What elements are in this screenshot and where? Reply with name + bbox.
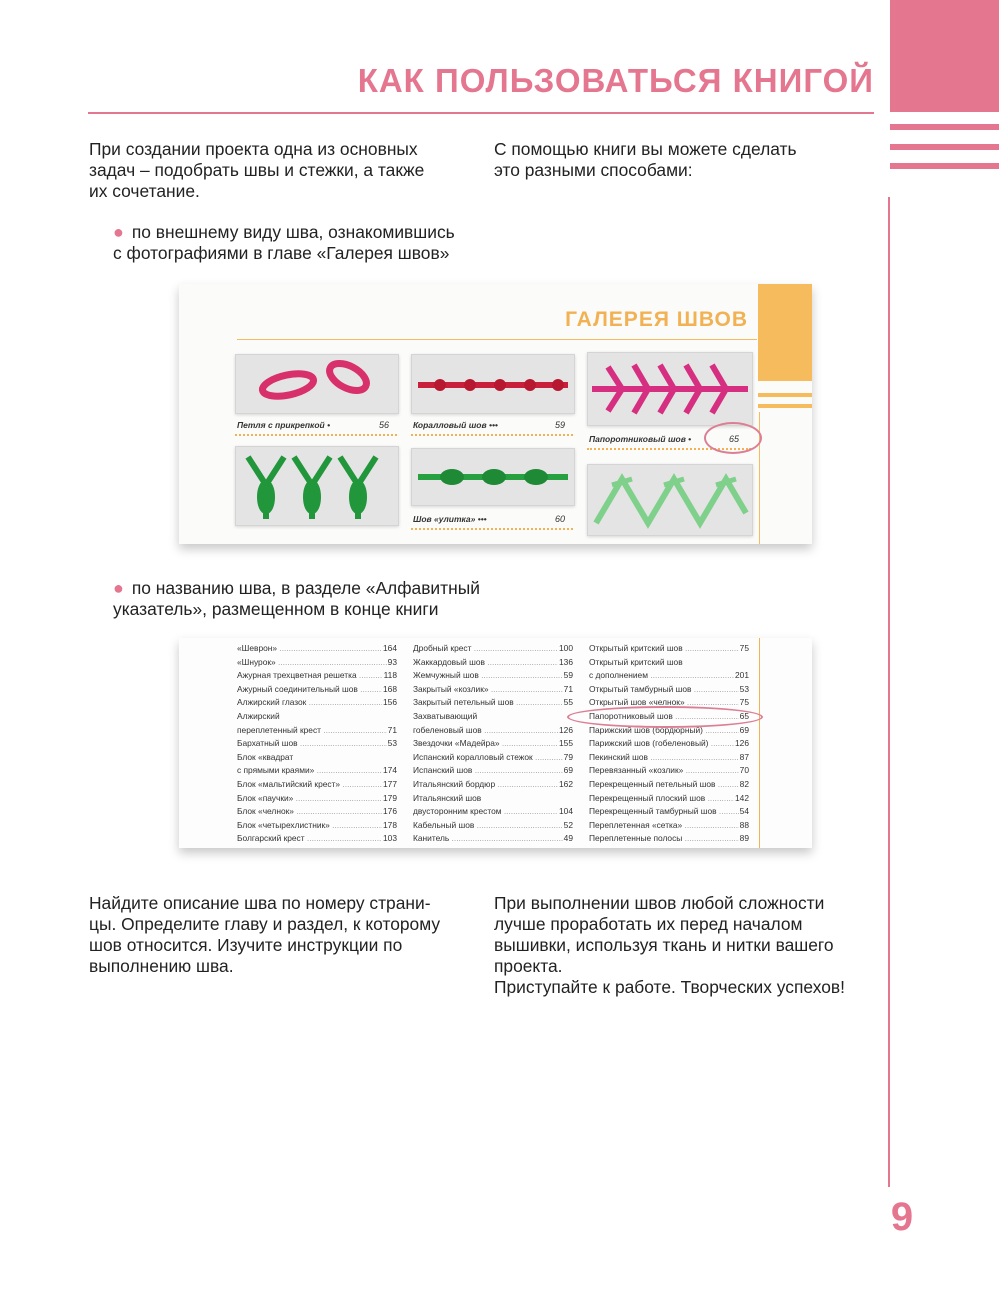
text-line: с фотографиями в главе «Галерея швов» — [113, 243, 450, 263]
entry-name: Итальянский шов — [413, 792, 482, 803]
entry-name: Алжирский глазок ..... — [237, 696, 382, 710]
entry-name: Звездочки «Мадейра» ..... — [413, 737, 558, 751]
index-preview — [179, 638, 812, 848]
entry-name: «Шеврон» ..... — [237, 642, 382, 656]
index-entry — [237, 805, 397, 819]
index-entry — [413, 751, 573, 765]
entry-page: 155 — [559, 738, 573, 749]
entry-name: Блок «четырехлистник» ..... — [237, 819, 382, 833]
entry-page: 71 — [563, 683, 573, 694]
index-entry — [413, 832, 573, 846]
index-entry — [589, 832, 749, 846]
index-entry — [237, 683, 397, 697]
entry-name: переплетенный крест ..... — [237, 724, 387, 738]
index-entry — [589, 656, 749, 670]
entry-page: 118 — [383, 670, 397, 681]
entry-name: Алжирский — [237, 710, 280, 721]
page-number: 9 — [890, 1195, 914, 1239]
entry-page: 156 — [383, 697, 397, 708]
dotted-rule — [411, 528, 573, 530]
entry-name: Переплетенная «сетка» ..... — [589, 819, 739, 833]
text-line: это разными способами: — [494, 160, 693, 180]
entry-name: Перекрещенный плоский шов ..... — [589, 792, 734, 806]
entry-name: Блок «челнок» ..... — [237, 805, 382, 819]
entry-page: 54 — [739, 806, 749, 817]
index-entry — [237, 764, 397, 778]
entry-page: 93 — [387, 656, 397, 667]
text-line: задач – подобрать швы и стежки, а также — [89, 160, 425, 180]
entry-page: 201 — [735, 670, 749, 681]
stitch-image — [588, 465, 752, 535]
text-line: цы. Определите главу и раздел, к которому — [89, 914, 441, 934]
entry-page: 87 — [739, 751, 749, 762]
entry-page: 79 — [563, 751, 573, 762]
stripe — [890, 163, 999, 169]
index-entry — [589, 764, 749, 778]
text-line: выполнению шва. — [89, 956, 234, 976]
index-entry — [413, 805, 573, 819]
text-line: С помощью книги вы можете сделать — [494, 139, 797, 159]
index-column — [589, 642, 749, 846]
entry-page: 126 — [735, 738, 749, 749]
index-entry — [413, 642, 573, 656]
index-entry — [413, 778, 573, 792]
index-entry — [237, 696, 397, 710]
entry-page: 49 — [563, 833, 573, 844]
stitch-image — [236, 447, 398, 525]
entry-name: Болгарский крест ..... — [237, 832, 382, 846]
entry-page: 88 — [739, 819, 749, 830]
stitch-caption: Коралловый шов ••• — [413, 420, 498, 430]
index-entry — [589, 778, 749, 792]
outro-left — [89, 893, 440, 977]
entry-name: гобеленовый шов ..... — [413, 724, 558, 738]
bullet-item — [113, 222, 455, 264]
index-entry — [589, 751, 749, 765]
entry-page: 126 — [559, 724, 573, 735]
stripe — [890, 124, 999, 130]
index-entry — [237, 724, 397, 738]
text-line: по названию шва, в разделе «Алфавитный — [131, 578, 480, 598]
stitch-photo — [235, 446, 399, 526]
stitch-page: 56 — [379, 420, 390, 430]
entry-page: 69 — [563, 765, 573, 776]
stitch-photo — [411, 448, 575, 506]
entry-name: Кабельный шов ..... — [413, 819, 563, 833]
entry-name: Открытый шов «челнок» ..... — [589, 696, 739, 710]
index-entry — [413, 737, 573, 751]
index-entry — [589, 819, 749, 833]
index-entry — [237, 656, 397, 670]
entry-name: Испанский шов ..... — [413, 764, 563, 778]
entry-page: 71 — [387, 724, 397, 735]
index-entry — [413, 792, 573, 806]
entry-name: Перекрещенный петельный шов ..... — [589, 778, 739, 792]
index-entry — [237, 751, 397, 765]
title-rule — [88, 112, 874, 114]
intro-left — [89, 139, 424, 202]
bullet-dot-icon: ● — [113, 578, 124, 598]
index-entry — [589, 792, 749, 806]
entry-page: 52 — [563, 819, 573, 830]
entry-page: 164 — [383, 643, 397, 653]
entry-page: 177 — [383, 778, 397, 789]
index-entry — [589, 683, 749, 697]
stripe — [890, 144, 999, 150]
entry-page: 162 — [559, 778, 573, 789]
stitch-caption: Петля с прикрепкой • — [237, 420, 331, 430]
text-line: Найдите описание шва по номеру страни- — [89, 893, 431, 913]
stitch-caption: Папоротниковый шов • — [589, 434, 692, 444]
entry-page: 174 — [383, 765, 397, 776]
entry-name: Блок «паучки» ..... — [237, 792, 382, 806]
text-line: При выполнении швов любой сложности — [494, 893, 825, 913]
entry-name: Дробный крест ..... — [413, 642, 558, 656]
text-line: При создании проекта одна из основных — [89, 139, 418, 159]
stitch-page: 59 — [555, 420, 566, 430]
index-entry — [237, 832, 397, 846]
entry-page: 103 — [383, 833, 397, 844]
stitch-image — [588, 353, 752, 425]
entry-name: Парижский шов (бордюрный) ..... — [589, 724, 739, 738]
index-entry — [237, 710, 397, 724]
dotted-rule — [235, 434, 397, 436]
entry-name: Испанский коралловый стежок ..... — [413, 751, 563, 765]
index-entry — [413, 669, 573, 683]
entry-name: Переплетенные полосы ..... — [589, 832, 739, 846]
entry-page: 136 — [559, 656, 573, 667]
entry-name: Ажурная трехцветная решетка ..... — [237, 669, 383, 683]
entry-name: двусторонним крестом ..... — [413, 805, 558, 819]
gallery-band — [758, 404, 812, 408]
entry-name: Жаккардовый шов ..... — [413, 656, 558, 670]
entry-page: 75 — [739, 643, 749, 653]
entry-name: «Шнурок» ..... — [237, 656, 387, 670]
vertical-rule — [888, 197, 890, 1187]
stitch-page: 65 — [729, 434, 740, 444]
index-entry — [589, 669, 749, 683]
entry-name: Закрытый петельный шов ..... — [413, 696, 563, 710]
bullet-item — [113, 578, 480, 620]
index-entry — [237, 819, 397, 833]
entry-name: Канитель ..... — [413, 832, 563, 846]
gallery-title: ГАЛЕРЕЯ ШВОВ — [565, 308, 748, 331]
text-line: их сочетание. — [89, 181, 200, 201]
index-entry — [589, 737, 749, 751]
entry-page: 75 — [739, 697, 749, 708]
entry-name: Пекинский шов ..... — [589, 751, 739, 765]
dotted-rule — [411, 434, 573, 436]
entry-name: Итальянский бордюр ..... — [413, 778, 558, 792]
stitch-caption: Шов «улитка» ••• — [413, 514, 487, 524]
index-entry — [413, 696, 573, 710]
text-line: по внешнему виду шва, ознакомившись — [131, 222, 455, 242]
entry-name: Захватывающий — [413, 710, 478, 721]
entry-page: 179 — [383, 792, 397, 803]
highlight-ellipse — [567, 706, 763, 728]
text-line: лучше проработать их перед началом — [494, 914, 803, 934]
entry-page: 142 — [735, 792, 749, 803]
entry-page: 53 — [387, 738, 397, 749]
stitch-image — [412, 449, 574, 505]
gallery-rule — [237, 339, 757, 340]
entry-page: 178 — [383, 819, 397, 830]
text-line: вышивки, используя ткань и нитки вашего — [494, 935, 834, 955]
entry-name: Блок «квадрат — [237, 751, 294, 762]
entry-name: Парижский шов (гобеленовый) ..... — [589, 737, 734, 751]
index-entry — [413, 724, 573, 738]
index-column — [413, 642, 573, 846]
gallery-band — [758, 393, 812, 397]
text-line: указатель», размещенном в конце книги — [113, 599, 439, 619]
index-entry — [237, 792, 397, 806]
entry-page: 82 — [739, 778, 749, 789]
entry-name: с прямыми краями» ..... — [237, 764, 382, 778]
entry-page: 168 — [383, 683, 397, 694]
entry-name: с дополнением ..... — [589, 669, 734, 683]
entry-name: Блок «мальтийский крест» ..... — [237, 778, 382, 792]
gallery-band — [758, 284, 812, 381]
entry-name: Ажурный соединительный шов ..... — [237, 683, 382, 697]
index-entry — [413, 764, 573, 778]
index-entry — [237, 642, 397, 656]
entry-name: Папоротниковый шов ..... — [589, 710, 739, 724]
entry-page: 100 — [559, 643, 573, 653]
page-title: КАК ПОЛЬЗОВАТЬСЯ КНИГОЙ — [357, 62, 874, 99]
highlight-ellipse — [704, 422, 762, 454]
entry-page: 104 — [559, 806, 573, 817]
entry-page: 176 — [383, 806, 397, 817]
text-line: шов относится. Изучите инструкции по — [89, 935, 403, 955]
index-rule — [759, 638, 760, 848]
entry-name: Открытый тамбурный шов ..... — [589, 683, 739, 697]
entry-name: Закрытый «козлик» ..... — [413, 683, 563, 697]
entry-name: Открытый критский шов ..... — [589, 642, 739, 656]
bullet-dot-icon: ● — [113, 222, 124, 242]
text-line: проекта. — [494, 956, 563, 976]
entry-name: Бархатный шов ..... — [237, 737, 387, 751]
entry-name: Перевязанный «козлик» ..... — [589, 764, 739, 778]
index-entry — [413, 819, 573, 833]
index-entry — [589, 805, 749, 819]
entry-page: 55 — [563, 697, 573, 708]
stitch-image — [236, 355, 398, 413]
entry-page: 53 — [739, 683, 749, 694]
intro-right — [494, 139, 797, 181]
index-entry — [413, 710, 573, 724]
stitch-photo — [587, 352, 753, 426]
gallery-preview — [179, 284, 812, 544]
entry-page: 59 — [563, 670, 573, 681]
stitch-image — [412, 355, 574, 413]
index-entry — [413, 656, 573, 670]
stitch-page: 60 — [555, 514, 566, 524]
index-entry — [413, 683, 573, 697]
stitch-photo — [411, 354, 575, 414]
text-line: Приступайте к работе. Творческих успехов! — [494, 977, 845, 997]
stitch-photo — [235, 354, 399, 414]
index-entry — [237, 778, 397, 792]
index-entry — [589, 642, 749, 656]
entry-page: 65 — [739, 710, 749, 721]
entry-page: 89 — [739, 833, 749, 844]
entry-page: 70 — [739, 765, 749, 776]
entry-name: Перекрещенный тамбурный шов ..... — [589, 805, 739, 819]
index-entry — [237, 669, 397, 683]
entry-name: Открытый критский шов — [589, 656, 683, 667]
entry-page: 69 — [739, 724, 749, 735]
outro-right — [494, 893, 845, 998]
index-column — [237, 642, 397, 846]
entry-name: Жемчужный шов ..... — [413, 669, 563, 683]
index-entry — [237, 737, 397, 751]
stitch-photo — [587, 464, 753, 536]
corner-block — [890, 0, 999, 112]
